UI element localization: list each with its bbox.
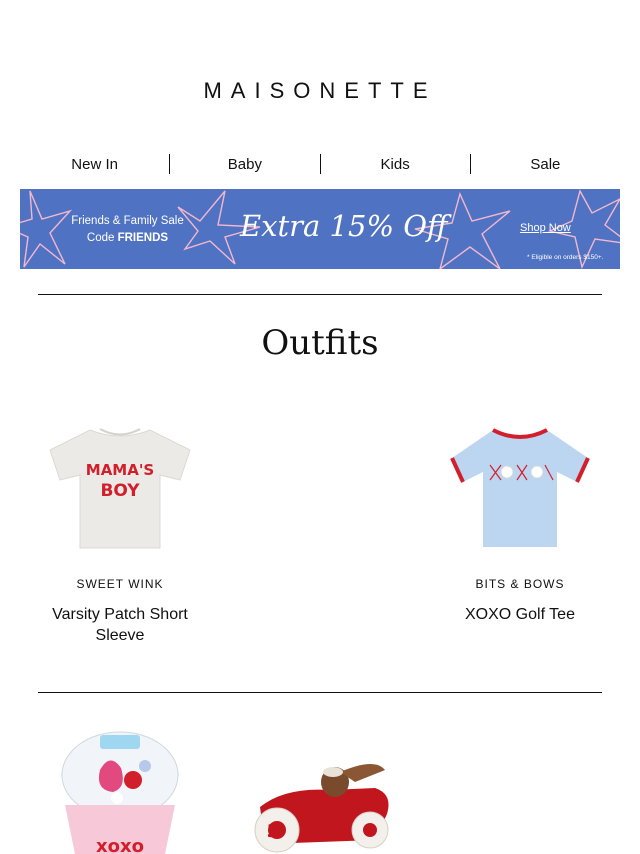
product-brand: BITS & BOWS bbox=[475, 577, 565, 591]
promo-fine-print: * Eligible on orders $150+. bbox=[527, 254, 604, 261]
toy-race-car-product-image[interactable] bbox=[245, 752, 395, 854]
tee-print-line-1: MAMA'S bbox=[85, 461, 155, 479]
main-nav bbox=[20, 150, 620, 178]
product-image[interactable] bbox=[45, 420, 195, 550]
tee-print-line-2: BOY bbox=[100, 481, 140, 501]
product-image[interactable] bbox=[445, 420, 595, 550]
product-name[interactable]: XOXO Golf Tee bbox=[465, 606, 575, 623]
brand-logo[interactable]: MAISONETTE bbox=[203, 78, 437, 103]
promo-banner[interactable] bbox=[20, 189, 620, 269]
promo-code: FRIENDS bbox=[117, 232, 169, 244]
product-card[interactable] bbox=[30, 420, 210, 646]
promo-headline: Extra 15% Off bbox=[240, 209, 448, 243]
nav-baby[interactable]: Baby bbox=[227, 155, 262, 173]
promo-code-label: Code bbox=[86, 232, 118, 244]
product-name[interactable]: Varsity Patch Short Sleeve bbox=[52, 606, 188, 644]
product-brand: SWEET WINK bbox=[76, 577, 164, 591]
nav-new-in[interactable]: New In bbox=[71, 155, 118, 173]
car-number: 3 bbox=[266, 821, 280, 842]
section-divider bbox=[38, 294, 602, 295]
nav-kids[interactable]: Kids bbox=[380, 155, 410, 173]
nav-sale[interactable]: Sale bbox=[530, 155, 561, 173]
section-divider bbox=[38, 692, 602, 693]
promo-line-1: Friends & Family Sale bbox=[71, 215, 184, 227]
product-card[interactable] bbox=[430, 420, 610, 625]
cup-print: xoxo bbox=[96, 836, 144, 854]
promo-line-2 bbox=[70, 230, 185, 247]
slime-cup-product-image[interactable] bbox=[55, 730, 185, 854]
shop-now-link[interactable]: Shop Now bbox=[520, 222, 571, 234]
section-title: Outfits bbox=[261, 323, 379, 363]
promo-sale-text bbox=[70, 213, 185, 247]
